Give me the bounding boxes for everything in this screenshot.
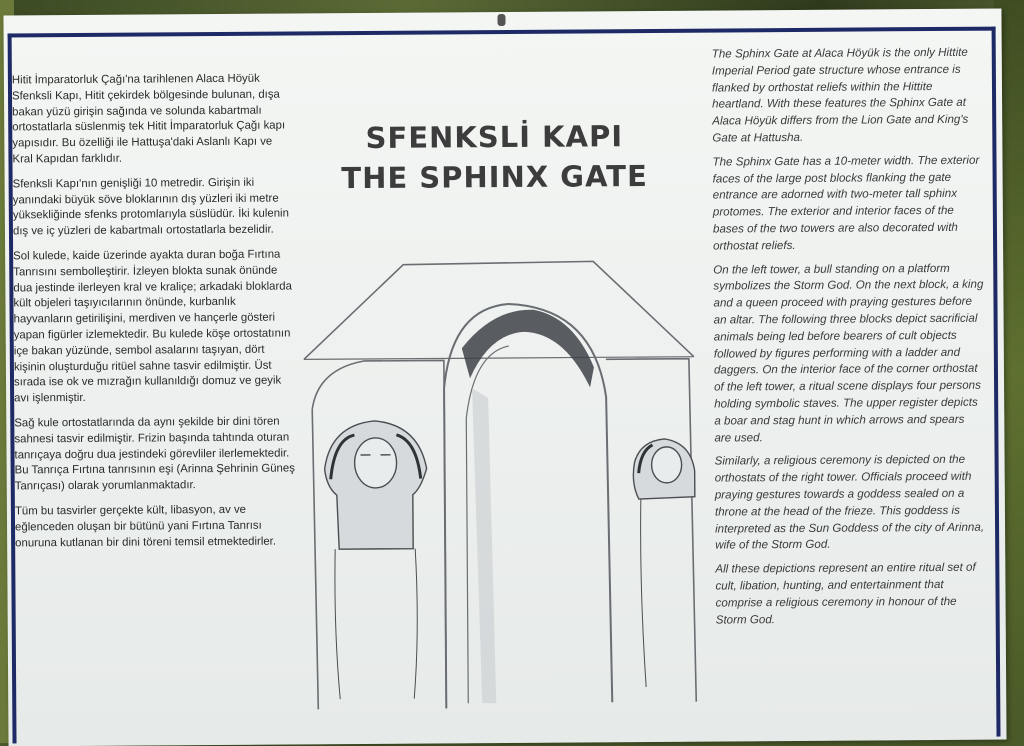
- turkish-paragraph: Sfenksli Kapı'nın genişliği 10 metredir. Girişin iki yanındaki büyük söve bloklarının dış yüzleri iki metre yüksekliğinde sfenks protomlarıyla süslüdür. İki kulenin dış ve iç yüzleri de kabartmalı ortostatlarla bezelidir.: [12, 176, 289, 238]
- information-sign: [3, 9, 1006, 746]
- mounting-bolt: [497, 14, 505, 26]
- english-paragraph: All these depictions represent an entire ritual set of cult, libation, hunting, and entertainment that comprise a religious ceremony in honour of the Storm God.: [715, 560, 976, 627]
- english-paragraph: On the left tower, a bull standing on a platform symbolizes the Storm God. On the next block, a king and a queen proceed with praying gestures before an altar. The following three blocks depict sacrificial animals being led before bearers of cult objects followed by figures performing with a ladder and daggers. On the interior face of the corner orthostat of the left tower, a ritual scene displays four persons holding symbolic staves. The upper register depicts a boar and stag hunt in which arrows and spears are used.: [713, 261, 984, 445]
- sphinx-gate-drawing: [293, 247, 706, 720]
- english-paragraph: The Sphinx Gate has a 10-meter width. The exterior faces of the large post blocks flanking the gate entrance are adorned with two-meter tall sphinx protomes. The exterior and interior faces of the bases of the two towers are also decorated with orthostat reliefs.: [712, 153, 980, 253]
- turkish-text-column: [12, 71, 297, 560]
- turkish-paragraph: Sol kulede, kaide üzerinde ayakta duran boğa Fırtına Tanrısını sembolleştirir. İzleyen blokta sunak önünde dua jestinde ilerleyen kral ve kraliçe; arkadaki bloklarda kült objeleri taşıyıcılarının önünde, kurbanlık hayvanların getirilişini, merdiven ve hançerle gösteri yapan figürler izlemektedir. Bu kulede köşe ortostatının içe bakan yüzünde, sembol asalarını taşıyan, dört kişinin oluşturduğu ritüel sahne tasvir edilmiştir. Üst sırada ise ok ve mızrağın kullanıldığı domuz ve geyik avı işlenmiştir.: [13, 248, 292, 405]
- sign-title: [304, 119, 685, 196]
- title-turkish: SFENKSLİ KAPI: [365, 119, 624, 155]
- turkish-paragraph: Tüm bu tasvirler gerçekte kült, libasyon, av ve eğlenceden oluşan bir bütünü yani Fırtına Tanrısı onuruna kutlanan bir dini töreni temsil etmektedirler.: [14, 503, 277, 549]
- english-text-column: [712, 45, 986, 636]
- turkish-paragraph: Hitit İmparatorluk Çağı'na tarihlenen Alaca Höyük Sfenksli Kapı, Hitit çekirdek bölgesinde bulunan, dışa bakan yüzü girişin sağında ve solunda kabartmalı ortostatlarla süslenmiş tek Hitit İmparatorluk Çağı kapı yapısıdır. Bu özelliği ile Hattuşa'daki Aslanlı Kapı ve Kral Kapıdan farklıdır.: [11, 72, 286, 166]
- turkish-paragraph: Sağ kule ortostatlarında da aynı şekilde bir dini tören sahnesi tasvir edilmiştir. Frizin başında tahtında oturan tanrıçaya doğru dua jestindeki görevliler ilerlemektedir. Bu Tanrıça Fırtına tanrısının eşi (Arinna Şehrinin Güneş Tanrıçası) olarak yorumlanmaktadır.: [14, 415, 295, 493]
- english-paragraph: The Sphinx Gate at Alaca Höyük is the only Hittite Imperial Period gate structure whose entrance is flanked by orthostat reliefs within the Hittite heartland. With these features the Sphinx Gate at Alaca Höyük differs from the Lion Gate and King's Gate at Hattusha.: [711, 45, 969, 145]
- title-english: THE SPHINX GATE: [341, 158, 648, 196]
- english-paragraph: Similarly, a religious ceremony is depicted on the orthostats of the right tower. Officials proceed with praying gestures towards a goddess sealed on a throne at the head of the frieze. This goddess is interpreted as the Sun Goddess of the city of Arinna, wife of the Storm God.: [714, 453, 985, 552]
